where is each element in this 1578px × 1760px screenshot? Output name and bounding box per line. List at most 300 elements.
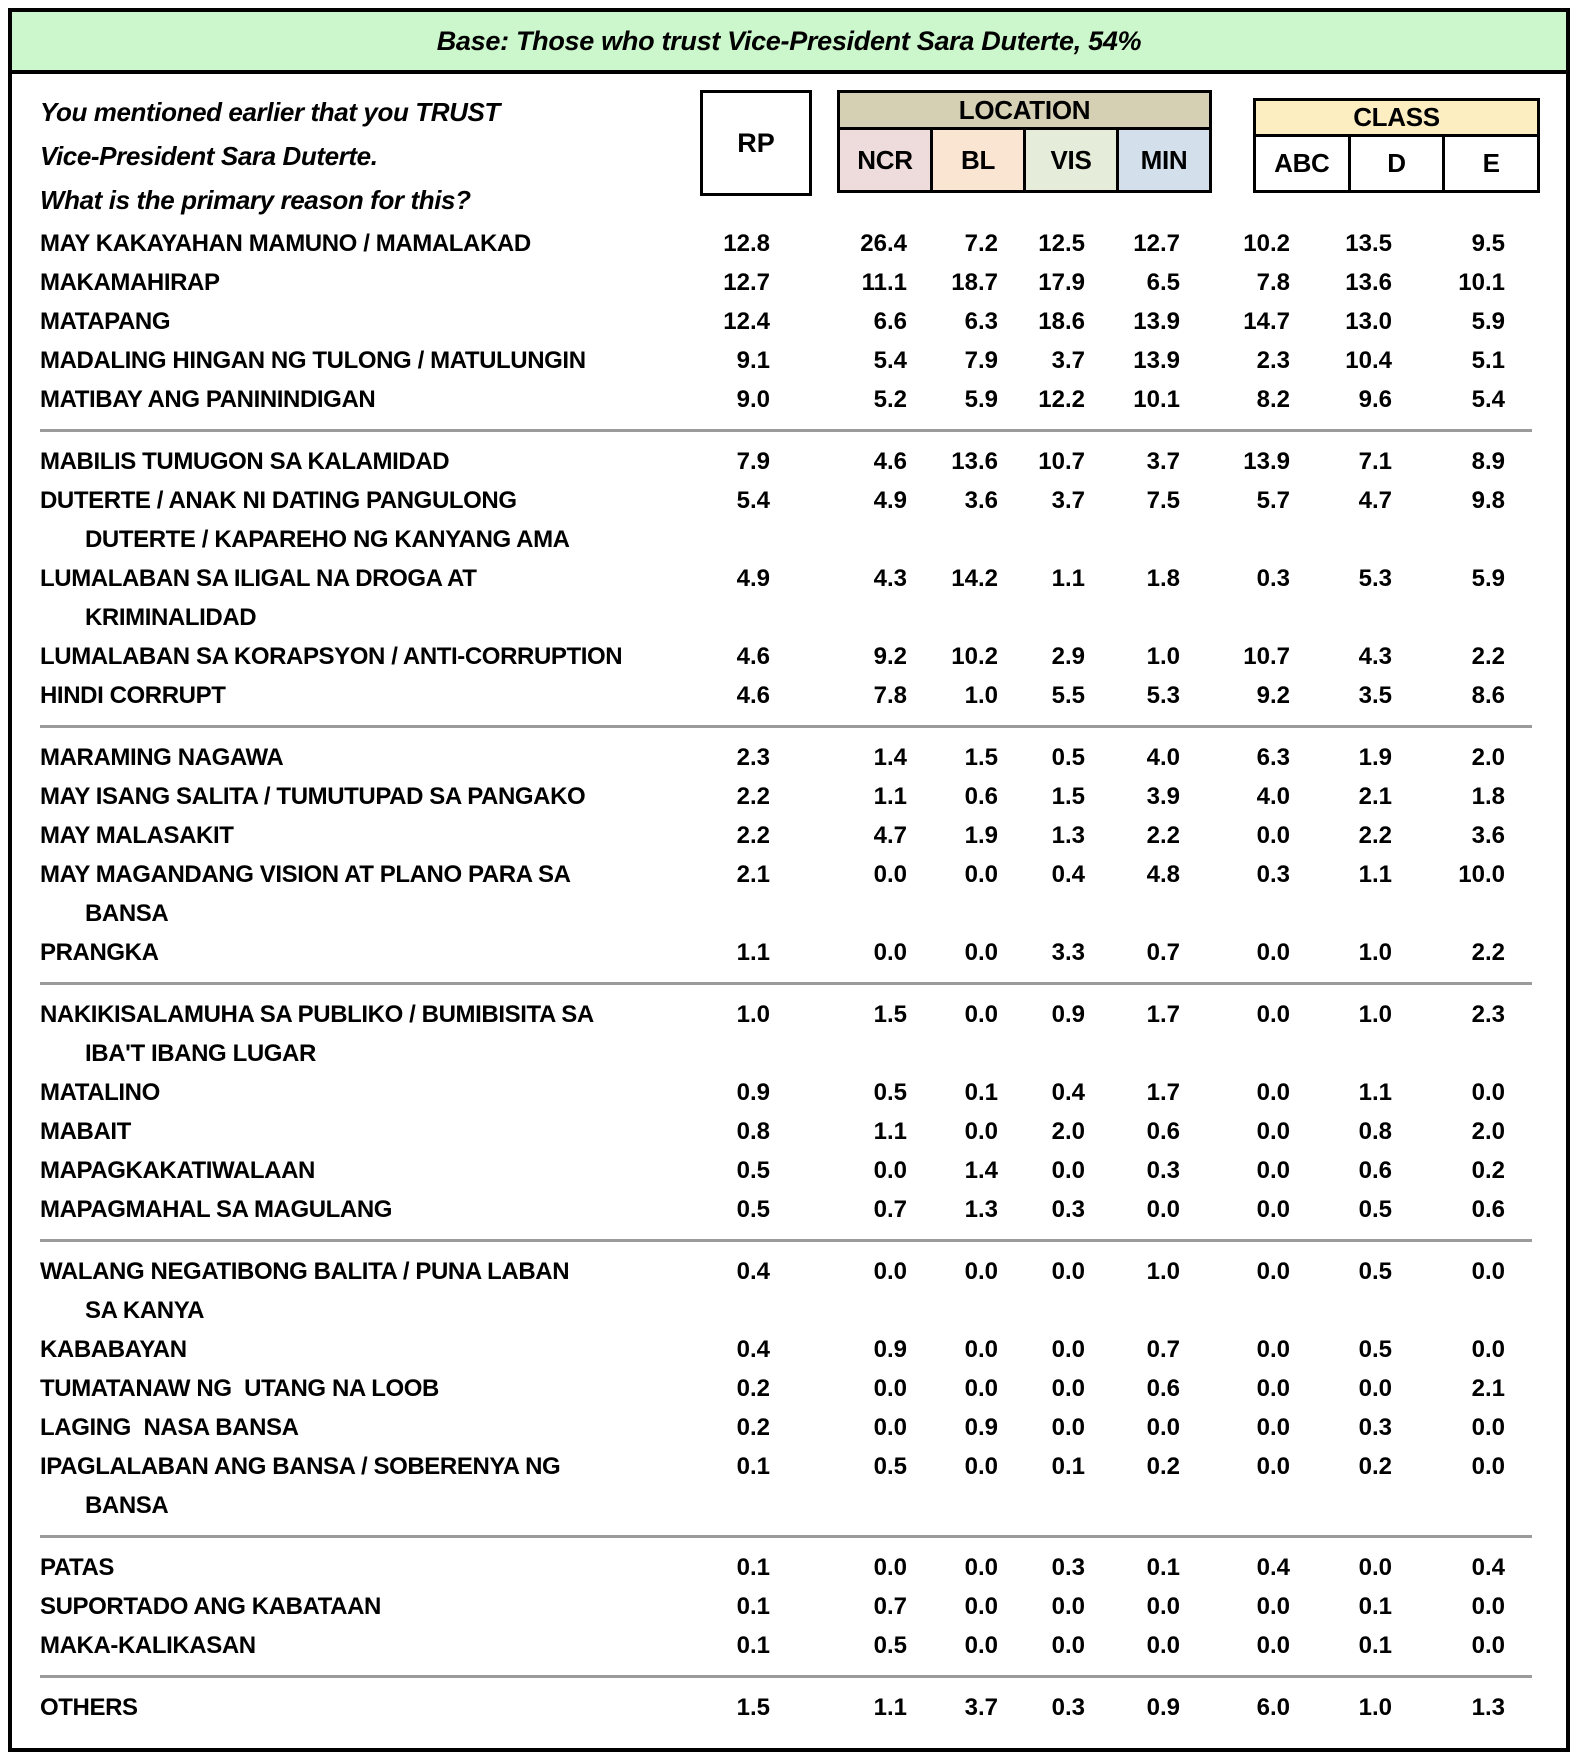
row-label-text: IPAGLALABAN ANG BANSA / SOBERENYA NG <box>40 1453 561 1480</box>
column-header-rp <box>700 90 812 196</box>
value-ncr: 0.5 <box>873 1453 907 1480</box>
column-header-vis: VIS <box>1025 129 1118 192</box>
value-abc: 14.7 <box>1243 308 1290 335</box>
value-e: 9.5 <box>1471 230 1505 257</box>
value-ncr: 0.0 <box>873 1414 907 1441</box>
row-label-text: MATAPANG <box>40 308 171 335</box>
value-vis: 0.0 <box>1051 1157 1085 1184</box>
row-label-text: MATALINO <box>40 1079 160 1106</box>
value-vis: 3.3 <box>1051 939 1085 966</box>
class-group-label: CLASS <box>1255 100 1539 136</box>
value-vis: 0.5 <box>1051 744 1085 771</box>
value-rp: 12.4 <box>723 308 770 335</box>
value-rp: 0.5 <box>736 1157 770 1184</box>
value-ncr: 0.0 <box>873 1375 907 1402</box>
value-abc: 0.0 <box>1256 1258 1290 1285</box>
row-label-text: MABILIS TUMUGON SA KALAMIDAD <box>40 448 450 475</box>
table-row <box>12 855 1566 933</box>
value-abc: 8.2 <box>1256 386 1290 413</box>
value-e: 0.0 <box>1471 1414 1505 1441</box>
table-row <box>12 559 1566 637</box>
value-e: 2.0 <box>1471 744 1505 771</box>
table-row <box>12 442 1566 481</box>
value-rp: 1.0 <box>736 1001 770 1028</box>
row-label-text: SUPORTADO ANG KABATAAN <box>40 1593 381 1620</box>
value-e: 5.4 <box>1471 386 1505 413</box>
value-ncr: 0.0 <box>873 1554 907 1581</box>
value-abc: 0.0 <box>1256 1001 1290 1028</box>
value-bl: 1.9 <box>964 822 998 849</box>
value-min: 5.3 <box>1146 682 1180 709</box>
value-min: 12.7 <box>1133 230 1180 257</box>
value-d: 2.1 <box>1358 783 1392 810</box>
value-bl: 0.0 <box>964 1593 998 1620</box>
value-vis: 0.4 <box>1051 861 1085 888</box>
row-label-continuation: DUTERTE / KAPAREHO NG KANYANG AMA <box>85 526 570 553</box>
value-rp: 12.8 <box>723 230 770 257</box>
value-min: 0.6 <box>1146 1118 1180 1145</box>
column-header-min: MIN <box>1118 129 1211 192</box>
row-label <box>12 559 670 637</box>
value-ncr: 4.9 <box>873 487 907 514</box>
table-row <box>12 224 1566 263</box>
value-vis: 0.3 <box>1051 1694 1085 1721</box>
value-rp: 5.4 <box>736 487 770 514</box>
row-label <box>12 1548 670 1587</box>
value-min: 0.7 <box>1146 939 1180 966</box>
value-min: 2.2 <box>1146 822 1180 849</box>
value-vis: 0.3 <box>1051 1554 1085 1581</box>
value-min: 0.0 <box>1146 1632 1180 1659</box>
location-header-group <box>837 90 1212 193</box>
column-header-abc: ABC <box>1255 136 1350 192</box>
value-min: 3.7 <box>1146 448 1180 475</box>
value-e: 0.0 <box>1471 1632 1505 1659</box>
value-bl: 3.7 <box>964 1694 998 1721</box>
value-e: 2.0 <box>1471 1118 1505 1145</box>
value-d: 0.2 <box>1358 1453 1392 1480</box>
table-row <box>12 341 1566 380</box>
value-bl: 0.6 <box>964 783 998 810</box>
value-d: 13.6 <box>1345 269 1392 296</box>
value-vis: 1.5 <box>1051 783 1085 810</box>
value-ncr: 5.2 <box>873 386 907 413</box>
row-label-text: LAGING NASA BANSA <box>40 1414 299 1441</box>
value-bl: 18.7 <box>951 269 998 296</box>
value-rp: 0.4 <box>736 1336 770 1363</box>
row-label-text: MAY KAKAYAHAN MAMUNO / MAMALAKAD <box>40 230 531 257</box>
table-row <box>12 1151 1566 1190</box>
value-e: 2.1 <box>1471 1375 1505 1402</box>
value-rp: 7.9 <box>736 448 770 475</box>
value-bl: 6.3 <box>964 308 998 335</box>
question-line-1: You mentioned earlier that you TRUST <box>40 97 500 127</box>
value-vis: 0.0 <box>1051 1375 1085 1402</box>
table-row <box>12 1252 1566 1330</box>
value-min: 3.9 <box>1146 783 1180 810</box>
value-e: 5.9 <box>1471 565 1505 592</box>
value-ncr: 5.4 <box>873 347 907 374</box>
value-e: 5.1 <box>1471 347 1505 374</box>
table-body <box>12 200 1566 1727</box>
value-bl: 1.5 <box>964 744 998 771</box>
table-row <box>12 1688 1566 1727</box>
value-bl: 0.0 <box>964 1001 998 1028</box>
row-label <box>12 1408 670 1447</box>
value-e: 1.8 <box>1471 783 1505 810</box>
value-vis: 0.3 <box>1051 1196 1085 1223</box>
value-abc: 4.0 <box>1256 783 1290 810</box>
row-label <box>12 777 670 816</box>
row-label <box>12 1330 670 1369</box>
value-bl: 14.2 <box>951 565 998 592</box>
value-vis: 0.9 <box>1051 1001 1085 1028</box>
value-d: 13.0 <box>1345 308 1392 335</box>
row-label <box>12 995 670 1073</box>
row-label <box>12 1369 670 1408</box>
row-label <box>12 816 670 855</box>
group-separator <box>40 725 1532 728</box>
value-abc: 5.7 <box>1256 487 1290 514</box>
value-ncr: 0.0 <box>873 861 907 888</box>
value-bl: 0.0 <box>964 939 998 966</box>
group-separator <box>40 1239 1532 1242</box>
question-line-3: What is the primary reason for this? <box>40 185 471 215</box>
value-vis: 18.6 <box>1038 308 1085 335</box>
value-vis: 1.1 <box>1051 565 1085 592</box>
row-label <box>12 442 670 481</box>
table-row <box>12 816 1566 855</box>
value-e: 0.0 <box>1471 1079 1505 1106</box>
row-label <box>12 1073 670 1112</box>
value-bl: 0.0 <box>964 1118 998 1145</box>
value-ncr: 1.1 <box>873 1694 907 1721</box>
value-abc: 0.0 <box>1256 1414 1290 1441</box>
value-abc: 6.3 <box>1256 744 1290 771</box>
value-bl: 0.1 <box>964 1079 998 1106</box>
value-min: 0.0 <box>1146 1593 1180 1620</box>
table-row <box>12 1112 1566 1151</box>
value-d: 7.1 <box>1358 448 1392 475</box>
value-bl: 7.2 <box>964 230 998 257</box>
row-label-text: DUTERTE / ANAK NI DATING PANGULONG <box>40 487 517 514</box>
value-d: 0.0 <box>1358 1554 1392 1581</box>
value-bl: 1.4 <box>964 1157 998 1184</box>
value-d: 4.3 <box>1358 643 1392 670</box>
value-e: 0.0 <box>1471 1453 1505 1480</box>
row-label-text: MABAIT <box>40 1118 131 1145</box>
value-rp: 0.4 <box>736 1258 770 1285</box>
value-d: 0.1 <box>1358 1593 1392 1620</box>
value-abc: 0.0 <box>1256 1593 1290 1620</box>
row-label-text: OTHERS <box>40 1694 138 1721</box>
value-vis: 3.7 <box>1051 487 1085 514</box>
value-rp: 0.9 <box>736 1079 770 1106</box>
row-label-text: MAY ISANG SALITA / TUMUTUPAD SA PANGAKO <box>40 783 586 810</box>
table-header <box>12 88 1566 215</box>
table-row <box>12 995 1566 1073</box>
value-d: 0.6 <box>1358 1157 1392 1184</box>
row-label <box>12 1112 670 1151</box>
value-vis: 10.7 <box>1038 448 1085 475</box>
location-group-label: LOCATION <box>839 92 1211 129</box>
table-row <box>12 1548 1566 1587</box>
row-label <box>12 1587 670 1626</box>
row-label <box>12 1447 670 1525</box>
value-ncr: 0.0 <box>873 1258 907 1285</box>
survey-table-frame <box>8 8 1570 1752</box>
value-abc: 2.3 <box>1256 347 1290 374</box>
value-e: 2.2 <box>1471 939 1505 966</box>
value-bl: 7.9 <box>964 347 998 374</box>
row-label-text: MARAMING NAGAWA <box>40 744 284 771</box>
row-label-text: MAPAGKAKATIWALAAN <box>40 1157 315 1184</box>
value-rp: 9.1 <box>736 347 770 374</box>
value-rp: 0.2 <box>736 1414 770 1441</box>
value-d: 13.5 <box>1345 230 1392 257</box>
row-label <box>12 224 670 263</box>
row-label-continuation: KRIMINALIDAD <box>85 604 257 631</box>
row-label-text: MATIBAY ANG PANININDIGAN <box>40 386 376 413</box>
row-label <box>12 263 670 302</box>
value-vis: 0.0 <box>1051 1593 1085 1620</box>
value-min: 0.2 <box>1146 1453 1180 1480</box>
value-min: 10.1 <box>1133 386 1180 413</box>
value-rp: 4.6 <box>736 682 770 709</box>
value-rp: 0.1 <box>736 1593 770 1620</box>
value-min: 1.0 <box>1146 1258 1180 1285</box>
row-label <box>12 1688 670 1727</box>
value-rp: 0.5 <box>736 1196 770 1223</box>
value-vis: 0.4 <box>1051 1079 1085 1106</box>
value-ncr: 7.8 <box>873 682 907 709</box>
value-rp: 2.2 <box>736 822 770 849</box>
value-vis: 3.7 <box>1051 347 1085 374</box>
row-label <box>12 637 670 676</box>
value-d: 1.9 <box>1358 744 1392 771</box>
value-rp: 0.1 <box>736 1554 770 1581</box>
value-abc: 0.0 <box>1256 1118 1290 1145</box>
row-label-text: MAKAMAHIRAP <box>40 269 220 296</box>
rp-label: RP <box>737 127 775 158</box>
value-vis: 2.9 <box>1051 643 1085 670</box>
value-ncr: 1.1 <box>873 1118 907 1145</box>
value-d: 9.6 <box>1358 386 1392 413</box>
value-e: 0.0 <box>1471 1258 1505 1285</box>
value-min: 0.0 <box>1146 1196 1180 1223</box>
value-d: 4.7 <box>1358 487 1392 514</box>
row-label <box>12 341 670 380</box>
value-vis: 2.0 <box>1051 1118 1085 1145</box>
row-label-text: PATAS <box>40 1554 114 1581</box>
value-ncr: 1.4 <box>873 744 907 771</box>
value-vis: 0.0 <box>1051 1258 1085 1285</box>
value-vis: 12.5 <box>1038 230 1085 257</box>
table-row <box>12 263 1566 302</box>
value-ncr: 4.3 <box>873 565 907 592</box>
survey-question <box>40 90 500 222</box>
group-separator <box>40 429 1532 432</box>
value-e: 9.8 <box>1471 487 1505 514</box>
value-e: 0.0 <box>1471 1593 1505 1620</box>
value-vis: 5.5 <box>1051 682 1085 709</box>
value-ncr: 4.7 <box>873 822 907 849</box>
value-min: 13.9 <box>1133 347 1180 374</box>
value-vis: 0.1 <box>1051 1453 1085 1480</box>
table-row <box>12 676 1566 715</box>
row-label-continuation: BANSA <box>85 900 169 927</box>
value-e: 8.9 <box>1471 448 1505 475</box>
value-min: 13.9 <box>1133 308 1180 335</box>
value-rp: 1.1 <box>736 939 770 966</box>
row-label-text: LUMALABAN SA KORAPSYON / ANTI-CORRUPTION <box>40 643 623 670</box>
row-label-continuation: SA KANYA <box>85 1297 205 1324</box>
value-rp: 0.2 <box>736 1375 770 1402</box>
value-bl: 1.3 <box>964 1196 998 1223</box>
value-d: 0.1 <box>1358 1632 1392 1659</box>
value-min: 7.5 <box>1146 487 1180 514</box>
value-d: 1.0 <box>1358 1694 1392 1721</box>
value-min: 0.7 <box>1146 1336 1180 1363</box>
value-ncr: 0.5 <box>873 1079 907 1106</box>
value-abc: 0.0 <box>1256 939 1290 966</box>
value-d: 0.8 <box>1358 1118 1392 1145</box>
value-d: 0.0 <box>1358 1375 1392 1402</box>
table-row <box>12 1447 1566 1525</box>
value-d: 0.3 <box>1358 1414 1392 1441</box>
value-min: 0.3 <box>1146 1157 1180 1184</box>
value-min: 0.6 <box>1146 1375 1180 1402</box>
value-bl: 0.0 <box>964 1554 998 1581</box>
value-abc: 10.2 <box>1243 230 1290 257</box>
value-min: 4.8 <box>1146 861 1180 888</box>
table-row <box>12 481 1566 559</box>
value-min: 0.9 <box>1146 1694 1180 1721</box>
value-min: 0.1 <box>1146 1554 1180 1581</box>
value-bl: 0.0 <box>964 1375 998 1402</box>
row-label-text: WALANG NEGATIBONG BALITA / PUNA LABAN <box>40 1258 570 1285</box>
group-separator <box>40 982 1532 985</box>
table-row <box>12 738 1566 777</box>
value-d: 1.1 <box>1358 1079 1392 1106</box>
value-ncr: 4.6 <box>873 448 907 475</box>
value-abc: 0.0 <box>1256 1632 1290 1659</box>
value-bl: 3.6 <box>964 487 998 514</box>
value-vis: 12.2 <box>1038 386 1085 413</box>
row-label-text: TUMATANAW NG UTANG NA LOOB <box>40 1375 439 1402</box>
row-label <box>12 1151 670 1190</box>
value-d: 0.5 <box>1358 1196 1392 1223</box>
table-row <box>12 1626 1566 1665</box>
row-label <box>12 380 670 419</box>
value-min: 4.0 <box>1146 744 1180 771</box>
value-e: 8.6 <box>1471 682 1505 709</box>
value-vis: 1.3 <box>1051 822 1085 849</box>
row-label-continuation: BANSA <box>85 1492 169 1519</box>
table-row <box>12 1073 1566 1112</box>
value-rp: 2.2 <box>736 783 770 810</box>
value-vis: 0.0 <box>1051 1336 1085 1363</box>
value-e: 0.6 <box>1471 1196 1505 1223</box>
value-rp: 12.7 <box>723 269 770 296</box>
value-d: 1.0 <box>1358 939 1392 966</box>
row-label <box>12 1252 670 1330</box>
value-rp: 9.0 <box>736 386 770 413</box>
value-bl: 0.9 <box>964 1414 998 1441</box>
value-d: 1.0 <box>1358 1001 1392 1028</box>
row-label <box>12 676 670 715</box>
row-label-text: KABABAYAN <box>40 1336 187 1363</box>
value-d: 10.4 <box>1345 347 1392 374</box>
value-min: 6.5 <box>1146 269 1180 296</box>
row-label-text: MAY MALASAKIT <box>40 822 234 849</box>
base-banner-text: Base: Those who trust Vice-President Sara Duterte, 54% <box>436 25 1142 56</box>
value-e: 2.3 <box>1471 1001 1505 1028</box>
value-abc: 0.0 <box>1256 1375 1290 1402</box>
row-label-text: MAPAGMAHAL SA MAGULANG <box>40 1196 393 1223</box>
value-e: 3.6 <box>1471 822 1505 849</box>
value-vis: 17.9 <box>1038 269 1085 296</box>
value-bl: 0.0 <box>964 1632 998 1659</box>
value-rp: 4.6 <box>736 643 770 670</box>
value-abc: 0.0 <box>1256 1336 1290 1363</box>
value-abc: 6.0 <box>1256 1694 1290 1721</box>
value-d: 3.5 <box>1358 682 1392 709</box>
row-label <box>12 302 670 341</box>
value-abc: 0.0 <box>1256 1196 1290 1223</box>
value-ncr: 0.0 <box>873 1157 907 1184</box>
value-bl: 13.6 <box>951 448 998 475</box>
value-bl: 1.0 <box>964 682 998 709</box>
row-label <box>12 933 670 972</box>
table-row <box>12 1190 1566 1229</box>
value-ncr: 0.7 <box>873 1196 907 1223</box>
row-label-text: MAY MAGANDANG VISION AT PLANO PARA SA <box>40 861 571 888</box>
value-ncr: 6.6 <box>873 308 907 335</box>
value-rp: 0.1 <box>736 1453 770 1480</box>
row-label <box>12 855 670 933</box>
row-label <box>12 481 670 559</box>
value-abc: 0.0 <box>1256 822 1290 849</box>
row-label-text: HINDI CORRUPT <box>40 682 226 709</box>
value-e: 10.0 <box>1458 861 1505 888</box>
value-ncr: 1.5 <box>873 1001 907 1028</box>
value-rp: 0.1 <box>736 1632 770 1659</box>
value-e: 0.4 <box>1471 1554 1505 1581</box>
value-bl: 10.2 <box>951 643 998 670</box>
value-abc: 0.4 <box>1256 1554 1290 1581</box>
table-row <box>12 933 1566 972</box>
value-ncr: 0.9 <box>873 1336 907 1363</box>
value-e: 2.2 <box>1471 643 1505 670</box>
value-e: 0.0 <box>1471 1336 1505 1363</box>
value-e: 0.2 <box>1471 1157 1505 1184</box>
value-ncr: 0.7 <box>873 1593 907 1620</box>
value-abc: 9.2 <box>1256 682 1290 709</box>
value-rp: 0.8 <box>736 1118 770 1145</box>
question-line-2: Vice-President Sara Duterte. <box>40 141 378 171</box>
value-d: 5.3 <box>1358 565 1392 592</box>
value-rp: 4.9 <box>736 565 770 592</box>
row-label <box>12 738 670 777</box>
value-d: 0.5 <box>1358 1258 1392 1285</box>
value-min: 1.7 <box>1146 1001 1180 1028</box>
group-separator <box>40 1535 1532 1538</box>
row-label <box>12 1190 670 1229</box>
value-vis: 0.0 <box>1051 1632 1085 1659</box>
column-header-ncr: NCR <box>839 129 932 192</box>
value-ncr: 9.2 <box>873 643 907 670</box>
